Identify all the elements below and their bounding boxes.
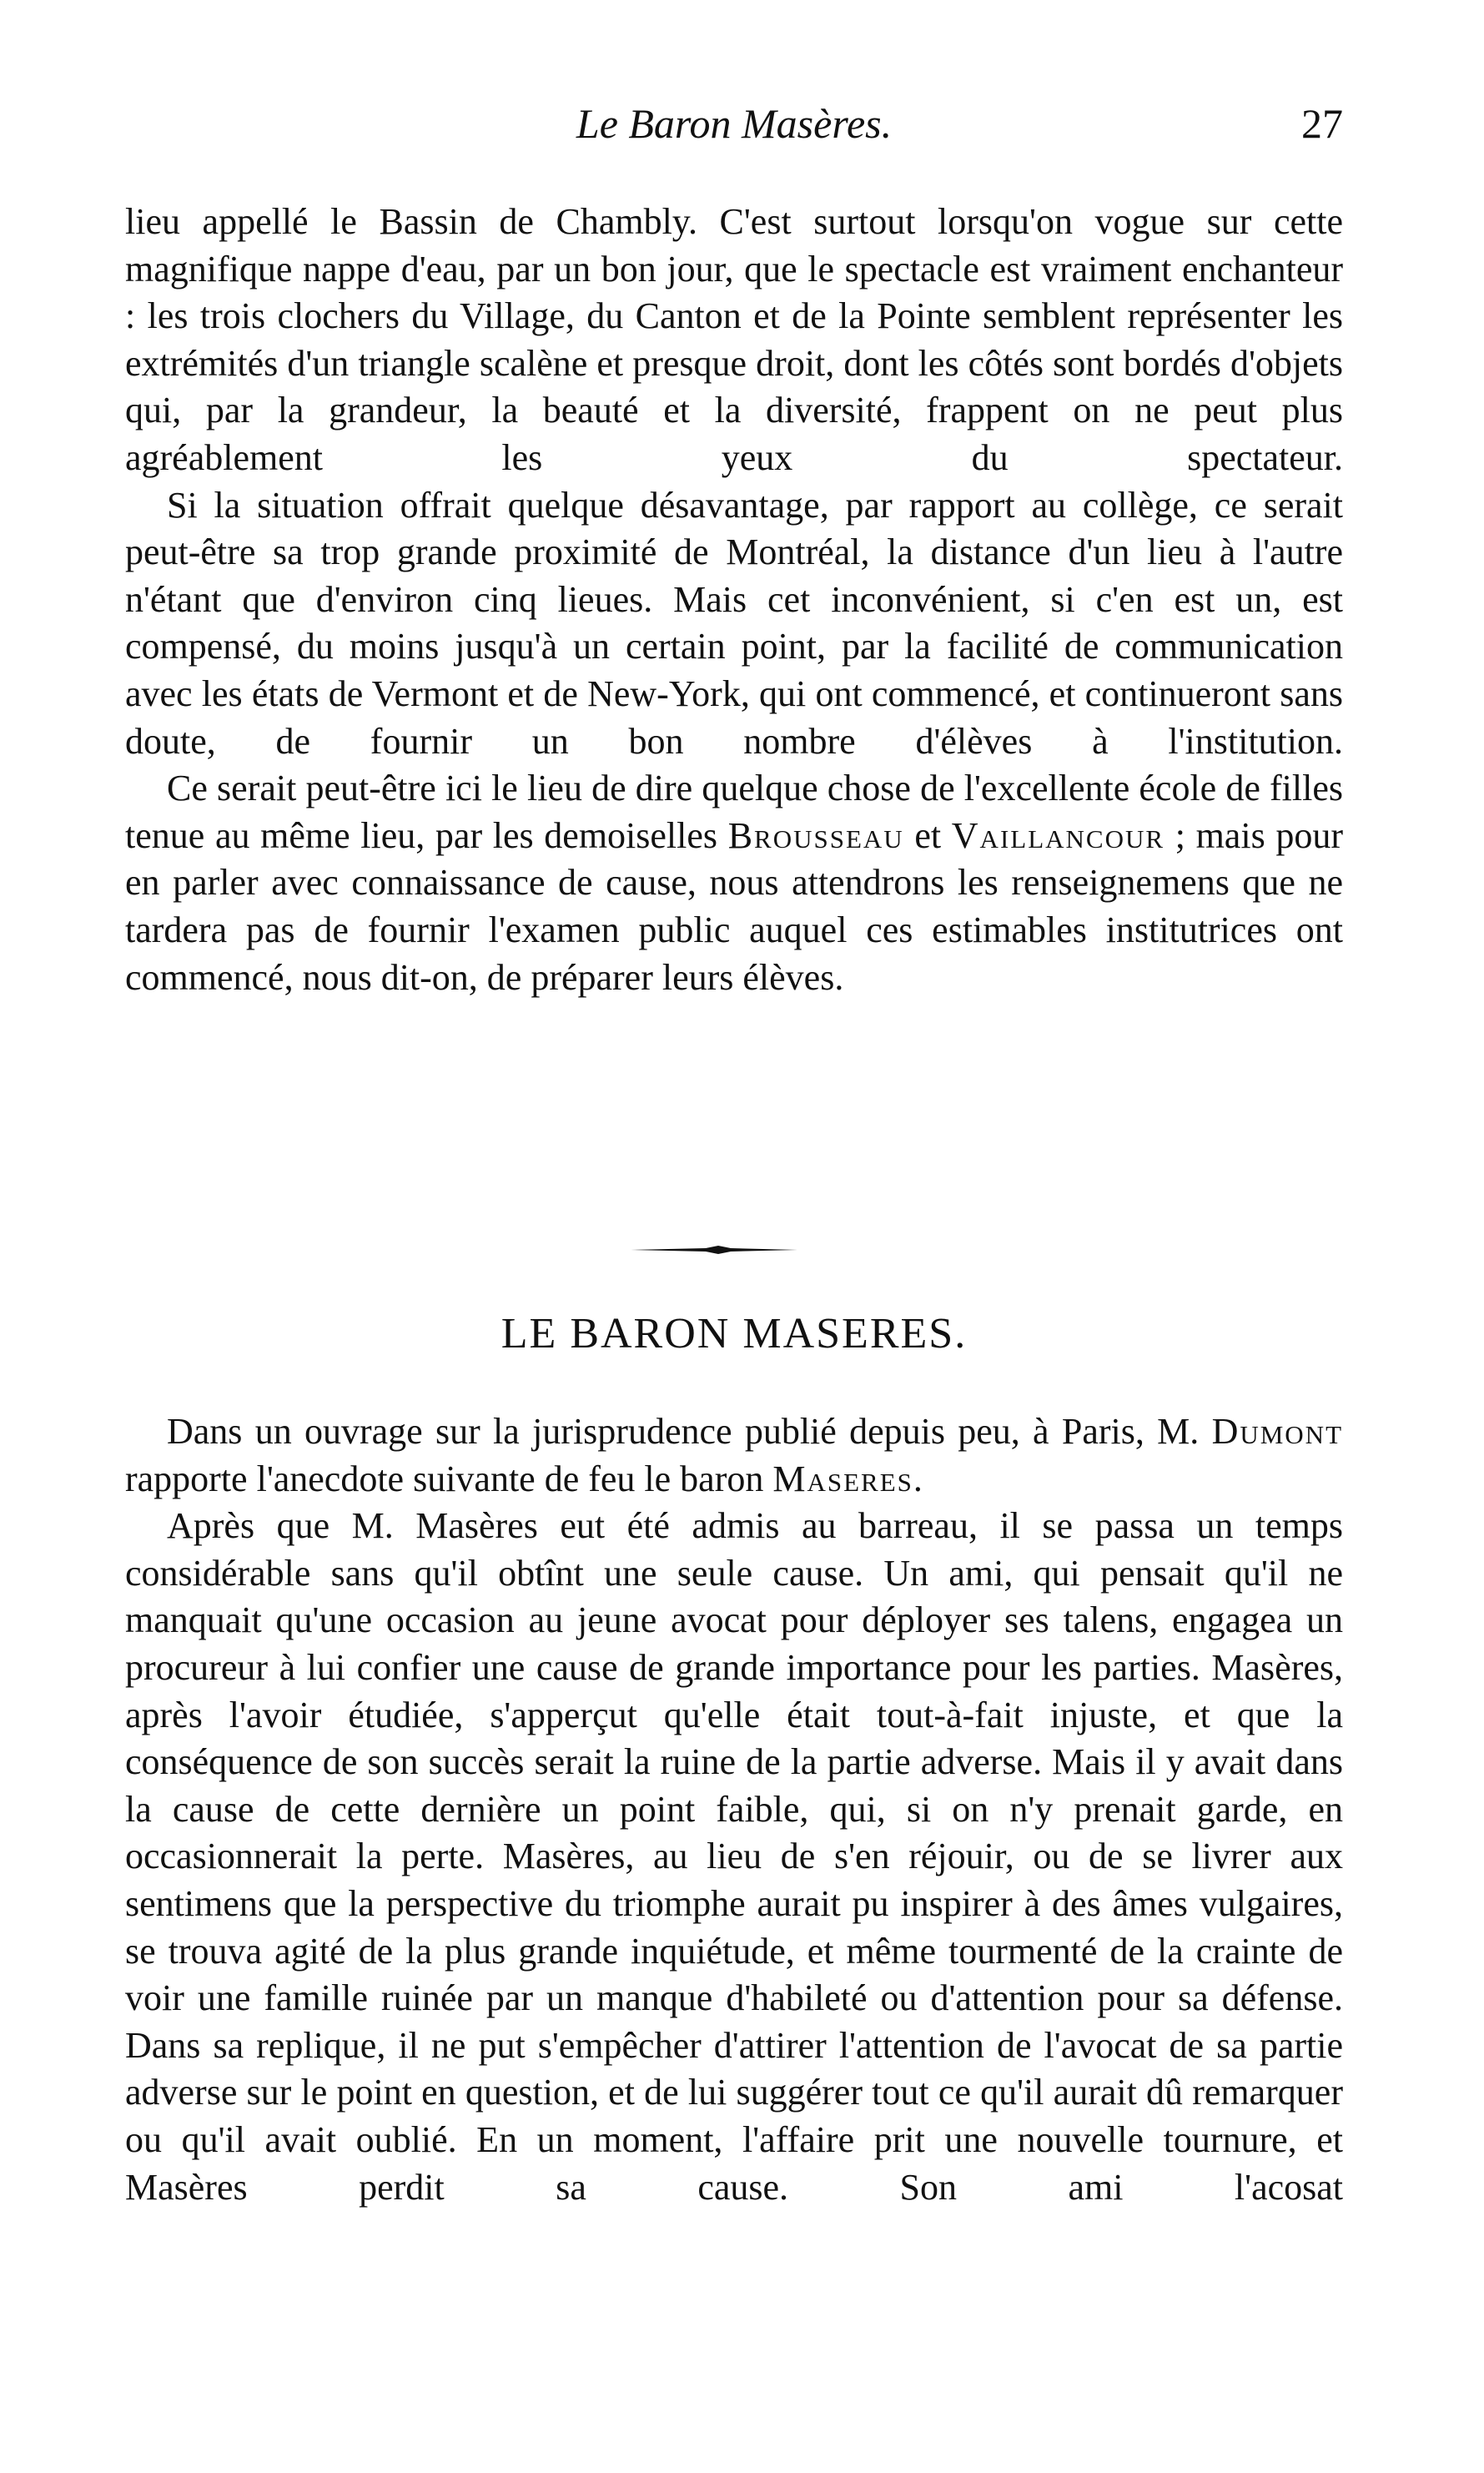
paragraph-dumont-intro: [125, 1408, 1343, 1503]
paragraph-maseres-anecdote: Après que M. Masères eut été admis au barreau, il se passa un temps considérable sans qu'il obtînt une seule cause. Un ami, qui pensait qu'il ne manquait qu'une occasion au jeune avocat pour déployer ses talens, engagea un procureur à lui confier une cause de grande importance pour les parties. Masères, après l'avoir étudiée, s'apperçut qu'elle était tout-à-fait injuste, et que la conséquence de son succès serait la ruine de la partie adverse. Mais il y avait dans la cause de cette dernière un point faible, qui, si on n'y prenait garde, en occasionnerait la perte. Masères, au lieu de s'en réjouir, ou de se livrer aux sentimens que la perspective du triomphe aurait pu inspirer à des âmes vulgaires, se trouva agité de la plus grande inquiétude, et même tourmenté de la crainte de voir une famille ruinée par un manque d'habileté ou d'attention pour sa défense. Dans sa replique, il ne put s'empêcher d'attirer l'attention de l'avocat de sa partie adverse sur le point en question, et de lui suggérer tout ce qu'il aurait dû remarquer ou qu'il avait oublié. En un moment, l'affaire prit une nouvelle tournure, et Masères perdit sa cause. Son ami l'acosat: [125, 1505, 1343, 2208]
name-dumont: Dumont: [1211, 1411, 1343, 1452]
section-heading: LE BARON MASERES.: [501, 1310, 968, 1357]
paragraph-college-situation: Si la situation offrait quelque désavantage, par rapport au collège, ce serait peut-être sa trop grande proximité de Montréal, la distance d'un lieu à l'autre n'étant que d'environ cinq lieues. Mais cet inconvénient, si c'en est un, est compensé, du moins jusqu'à un certain point, par la facilité de communication avec les états de Vermont et de New-York, qui ont commencé, et continueront sans doute, de fournir un bon nombre d'élèves à l'institution.: [125, 484, 1343, 762]
paragraph-girls-school: [125, 765, 1343, 1001]
paragraph-dumont-intro-end: .: [913, 1458, 923, 1499]
name-maseres: Maseres: [772, 1458, 913, 1499]
paragraph-chambly-view: lieu appellé le Bassin de Chambly. C'est surtout lorsqu'on vogue sur cette magnifique nappe d'eau, par un bon jour, que le spectacle est vraiment enchanteur : les trois clochers du Village, du Canton et de la Pointe semblent représenter les extrémités d'un triangle scalène et presque droit, dont les côtés sont bordés d'objets qui, par la grandeur, la beauté et la diversité, frappent on ne peut plus agréablement les yeux du spectateur.: [125, 201, 1343, 478]
baron-maseres-article-text: [125, 1408, 1343, 2211]
previous-article-text: [125, 199, 1343, 1001]
paragraph-girls-school-text-start: Ce serait peut-être ici le lieu de dire quelque chose de l'excellente école de filles tenue au même lieu, par les demoiselles: [125, 768, 1343, 856]
name-brousseau: Brousseau: [727, 814, 904, 856]
running-head: [125, 98, 1343, 165]
page-number: 27: [1301, 100, 1343, 147]
ornamental-rule-icon: [631, 1244, 797, 1256]
paragraph-dumont-intro-start: Dans un ouvrage sur la jurisprudence publié depuis peu, à Paris, M.: [167, 1411, 1212, 1452]
paragraph-dumont-intro-middle: rapporte l'anecdote suivante de feu le baron: [125, 1458, 773, 1499]
paragraph-girls-school-text-end: ; mais pour en parler avec connaissance de cause, nous attendrons les renseignemens que ne tardera pas de fournir l'examen public auquel ces estimables institutrices ont commencé, nous dit-on, de préparer leurs élèves.: [125, 814, 1343, 998]
paragraph-girls-school-conjunction: et: [903, 814, 952, 856]
running-title: Le Baron Masères.: [576, 100, 893, 147]
name-vaillancour: Vaillancour: [951, 814, 1165, 856]
